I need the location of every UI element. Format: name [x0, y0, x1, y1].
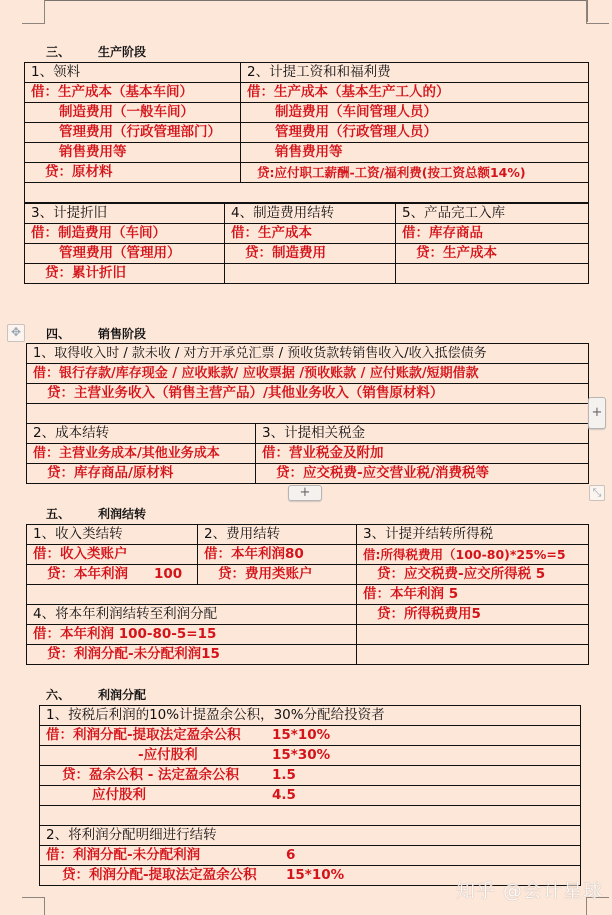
credit-account: 贷：本年利润 — [47, 566, 128, 582]
debit-line: 管理费用（行政管理人员） — [241, 123, 589, 143]
section-heading-production — [46, 43, 146, 60]
production-table-1 — [24, 62, 589, 203]
empty-cell — [225, 264, 396, 284]
credit-line: 贷：所得税费用5 — [357, 605, 589, 625]
account: 应付股利 — [92, 787, 146, 803]
debit-line: 借：生产成本（基本生产工人的） — [241, 83, 589, 103]
debit-line — [40, 846, 581, 866]
debit-line: 借：生产成本 — [225, 224, 396, 244]
empty-cell — [357, 625, 589, 645]
entry-header: 3、计提折旧 — [25, 204, 225, 224]
entry-header: 1、领料 — [25, 63, 241, 83]
section-heading-sales — [46, 325, 146, 342]
entry-header: 3、计提相关税金 — [256, 424, 589, 444]
table-move-handle-icon[interactable]: ✥ — [7, 324, 25, 342]
debit-line: 借：本年利润 100-80-5=15 — [27, 625, 357, 645]
sales-table — [26, 343, 589, 484]
credit-line — [40, 786, 581, 806]
credit-line — [27, 565, 198, 585]
credit-line — [40, 766, 581, 786]
account: 借：利润分配-提取法定盈余公积 — [46, 727, 241, 743]
debit-line: 借：生产成本（基本车间） — [25, 83, 241, 103]
section-title: 生产阶段 — [98, 45, 147, 59]
blank-row — [40, 806, 581, 826]
section-heading-profit-transfer — [46, 505, 146, 522]
entry-header: 2、将利润分配明细进行结转 — [40, 826, 581, 846]
amount: 6 — [286, 847, 296, 863]
account: 贷：利润分配-提取法定盈余公积 — [62, 867, 257, 883]
debit-line: 借：制造费用（车间） — [25, 224, 225, 244]
empty-cell — [357, 645, 589, 665]
section-number: 三、 — [46, 45, 71, 59]
page-corner-mark — [586, 0, 609, 24]
amount: 15*30% — [272, 747, 331, 763]
debit-line: 借：本年利润 5 — [357, 585, 589, 605]
entry-header: 5、产品完工入库 — [396, 204, 589, 224]
credit-line: 贷：制造费用 — [225, 244, 396, 264]
credit-line: 贷：利润分配-未分配利润15 — [27, 645, 357, 665]
amount: 15*10% — [286, 867, 345, 883]
entry-header: 2、费用结转 — [198, 525, 357, 545]
entry-header: 3、计提并结转所得税 — [357, 525, 589, 545]
entry-header: 4、制造费用结转 — [225, 204, 396, 224]
profit-distribution-table — [39, 705, 581, 886]
entry-header: 2、计提工资和和福利费 — [241, 63, 589, 83]
credit-line: 贷:应付职工薪酬-工资/福利费(按工资总额14%) — [241, 163, 589, 183]
debit-line: 借：主营业务成本/其他业务成本 — [27, 444, 256, 464]
credit-line: 贷：累计折旧 — [25, 264, 225, 284]
debit-line: 管理费用（管理用） — [25, 244, 225, 264]
debit-line: 销售费用等 — [25, 143, 241, 163]
entry-header: 1、收入类结转 — [27, 525, 198, 545]
empty-cell — [27, 585, 357, 605]
debit-line: 借：银行存款/库存现金 / 应收账款/ 应收票据 /预收账款 / 应付账款/短期借款 — [27, 364, 589, 384]
debit-line: 借：库存商品 — [396, 224, 589, 244]
debit-line — [40, 726, 581, 746]
entry-header: 1、取得收入时 / 款未收 / 对方开承兑汇票 / 预收货款转销售收入/收入抵偿债务 — [27, 344, 589, 364]
add-row-button[interactable]: + — [288, 485, 322, 501]
credit-line: 贷：费用类账户 — [198, 565, 357, 585]
entry-header: 2、成本结转 — [27, 424, 256, 444]
section-number: 六、 — [46, 688, 71, 702]
page-corner-mark — [22, 897, 45, 915]
debit-line: 借：收入类账户 — [27, 545, 198, 565]
account: 借：利润分配-未分配利润 — [46, 847, 201, 863]
page-top-edge — [44, 0, 588, 22]
page-corner-mark — [22, 0, 45, 24]
section-number: 五、 — [46, 507, 71, 521]
table-resize-icon[interactable]: ⤡ — [589, 485, 605, 501]
account: -应付股利 — [138, 747, 198, 763]
section-title: 利润分配 — [98, 688, 147, 702]
add-column-button[interactable]: + — [588, 397, 606, 429]
amount: 15*10% — [272, 727, 331, 743]
amount: 100 — [154, 566, 183, 582]
profit-transfer-table — [26, 524, 589, 665]
debit-line — [40, 746, 581, 766]
amount: 4.5 — [272, 787, 296, 803]
production-table-2 — [24, 203, 589, 284]
section-heading-profit-distribution — [46, 686, 146, 703]
debit-line: 借：本年利润80 — [198, 545, 357, 565]
blank-row — [25, 183, 589, 203]
credit-line: 贷：主营业务收入（销售主营产品）/其他业务收入（销售原材料） — [27, 384, 589, 404]
watermark: 知乎 @会计星球 — [456, 880, 604, 902]
debit-line: 管理费用（行政管理部门） — [25, 123, 241, 143]
amount: 1.5 — [272, 767, 296, 783]
credit-line: 贷：库存商品/原材料 — [27, 464, 256, 484]
section-number: 四、 — [46, 327, 71, 341]
debit-line: 制造费用（车间管理人员） — [241, 103, 589, 123]
blank-row — [27, 404, 589, 424]
credit-line: 贷：应交税费-应交营业税/消费税等 — [256, 464, 589, 484]
credit-line: 贷：应交税费-应交所得税 5 — [357, 565, 589, 585]
section-title: 利润结转 — [98, 507, 147, 521]
section-title: 销售阶段 — [98, 327, 147, 341]
debit-line: 借：营业税金及附加 — [256, 444, 589, 464]
account: 贷：盈余公积 - 法定盈余公积 — [62, 767, 240, 783]
debit-line: 制造费用（一般车间） — [25, 103, 241, 123]
debit-line: 借:所得税费用（100-80)*25%=5 — [357, 545, 589, 565]
credit-line: 贷：生产成本 — [396, 244, 589, 264]
empty-cell — [396, 264, 589, 284]
entry-header: 4、将本年利润结转至利润分配 — [27, 605, 357, 625]
entry-header: 1、按税后利润的10%计提盈余公积，30%分配给投资者 — [40, 706, 581, 726]
debit-line: 销售费用等 — [241, 143, 589, 163]
credit-line: 贷：原材料 — [25, 163, 241, 183]
